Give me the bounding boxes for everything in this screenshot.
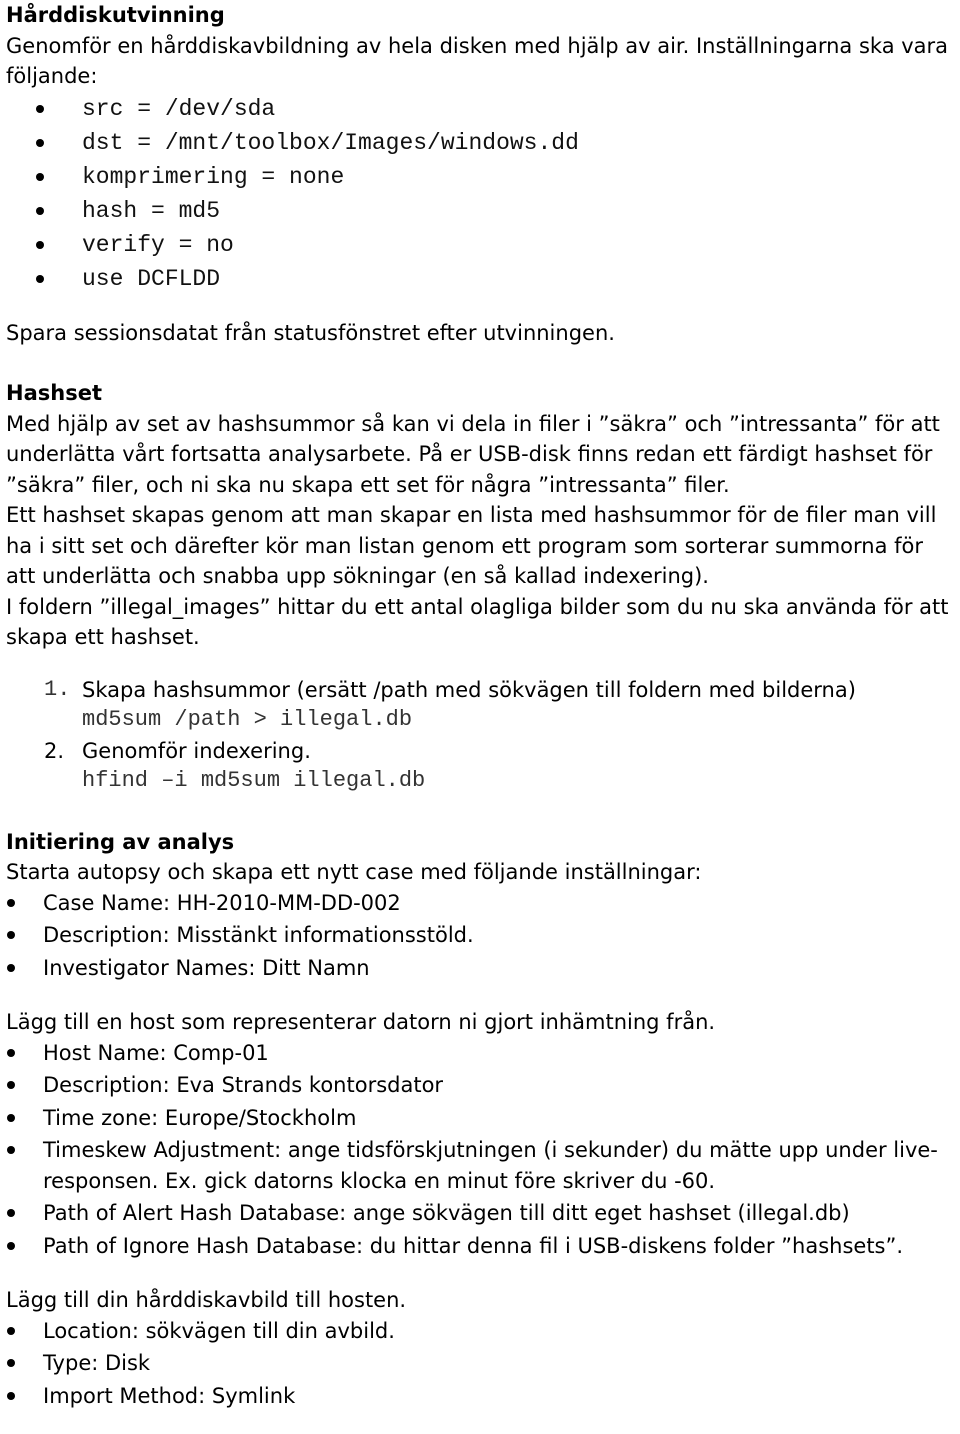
bullet-icon bbox=[36, 173, 44, 181]
step-item bbox=[6, 675, 956, 736]
list-item: verify = no bbox=[6, 228, 956, 262]
host-intro: Lägg till en host som representerar datorn ni gjort inhämtning från. bbox=[6, 1010, 716, 1034]
bullet-icon bbox=[36, 207, 44, 215]
step-item bbox=[6, 736, 956, 797]
bullet-icon bbox=[7, 1242, 15, 1250]
bullet-icon bbox=[36, 139, 44, 147]
list-item: Path of Alert Hash Database: ange sökvägen till ditt eget hashset (illegal.db) bbox=[6, 1198, 956, 1229]
bullet-icon bbox=[7, 931, 15, 939]
bullet-icon bbox=[7, 1392, 15, 1400]
settings-list bbox=[6, 92, 956, 296]
session-note: Spara sessionsdatat från statusfönstret efter utvinningen. bbox=[6, 320, 615, 345]
bullet-icon bbox=[7, 1081, 15, 1089]
list-item: Host Name: Comp-01 bbox=[6, 1038, 956, 1069]
steps-list bbox=[6, 675, 956, 797]
section-title-hard-disk-extraction: Hårddiskutvinning bbox=[6, 3, 225, 27]
list-item: Investigator Names: Ditt Namn bbox=[6, 953, 956, 984]
hashset-paragraph-3: I foldern ”illegal_images” hittar du ett antal olagliga bilder som du nu ska använda för att skapa ett hashset. bbox=[6, 594, 949, 649]
bullet-icon bbox=[7, 1146, 15, 1154]
bullet-icon bbox=[7, 1359, 15, 1367]
hashset-paragraph-2: Ett hashset skapas genom att man skapar en lista med hashsummor för de filer man vill ha i sitt set och därefter kör man listan genom ett program som sorterar summorna för att underlätta och snabba upp sökningar (en så kallad indexering). bbox=[6, 503, 937, 588]
step-number: 1. bbox=[44, 676, 71, 702]
list-item: Case Name: HH-2010-MM-DD-002 bbox=[6, 888, 956, 919]
image-settings-list bbox=[6, 1316, 956, 1412]
step-command: hfind –i md5sum illegal.db bbox=[82, 768, 426, 793]
list-item: use DCFLDD bbox=[6, 262, 956, 296]
list-item: Description: Misstänkt informationsstöld. bbox=[6, 920, 956, 951]
list-item: Import Method: Symlink bbox=[6, 1381, 956, 1412]
step-number: 2. bbox=[44, 738, 65, 763]
bullet-icon bbox=[7, 1114, 15, 1122]
document-page bbox=[6, 0, 956, 1413]
bullet-icon bbox=[7, 899, 15, 907]
image-intro: Lägg till din hårddiskavbild till hosten. bbox=[6, 1288, 407, 1312]
step-text: Genomför indexering. bbox=[82, 738, 311, 763]
bullet-icon bbox=[36, 241, 44, 249]
bullet-icon bbox=[7, 1049, 15, 1057]
section-title-hashset: Hashset bbox=[6, 381, 102, 405]
list-item: Type: Disk bbox=[6, 1348, 956, 1379]
list-item: komprimering = none bbox=[6, 160, 956, 194]
analysis-intro: Starta autopsy och skapa ett nytt case med följande inställningar: bbox=[6, 860, 702, 884]
step-command: md5sum /path > illegal.db bbox=[82, 707, 413, 732]
list-item: hash = md5 bbox=[6, 194, 956, 228]
bullet-icon bbox=[7, 1327, 15, 1335]
hashset-paragraph-1: Med hjälp av set av hashsummor så kan vi dela in filer i ”säkra” och ”intressanta” för att underlätta vårt fortsatta analysarbete. På er USB-disk finns redan ett färdigt hashset för ”säkra” filer, och ni ska nu skapa ett set för några ”intressanta” filer. bbox=[6, 411, 940, 497]
step-text: Skapa hashsummor (ersätt /path med sökvägen till foldern med bilderna) bbox=[82, 677, 856, 702]
bullet-icon bbox=[36, 275, 44, 283]
section-intro: Genomför en hårddiskavbildning av hela disken med hjälp av air. Inställningarna ska vara följande: bbox=[6, 33, 949, 88]
list-item: src = /dev/sda bbox=[6, 92, 956, 126]
case-settings-list bbox=[6, 888, 956, 984]
list-item: dst = /mnt/toolbox/Images/windows.dd bbox=[6, 126, 956, 160]
bullet-icon bbox=[7, 964, 15, 972]
list-item: Timeskew Adjustment: ange tidsförskjutningen (i sekunder) du mätte upp under live-responsen. Ex. gick datorns klocka en minut före skriver du -60. bbox=[6, 1135, 956, 1196]
bullet-icon bbox=[7, 1209, 15, 1217]
list-item: Location: sökvägen till din avbild. bbox=[6, 1316, 956, 1347]
section-title-analysis-init: Initiering av analys bbox=[6, 829, 235, 854]
list-item: Time zone: Europe/Stockholm bbox=[6, 1103, 956, 1134]
bullet-icon bbox=[36, 105, 44, 113]
list-item: Path of Ignore Hash Database: du hittar denna fil i USB-diskens folder ”hashsets”. bbox=[6, 1231, 956, 1262]
host-settings-list bbox=[6, 1038, 956, 1262]
list-item: Description: Eva Strands kontorsdator bbox=[6, 1070, 956, 1101]
